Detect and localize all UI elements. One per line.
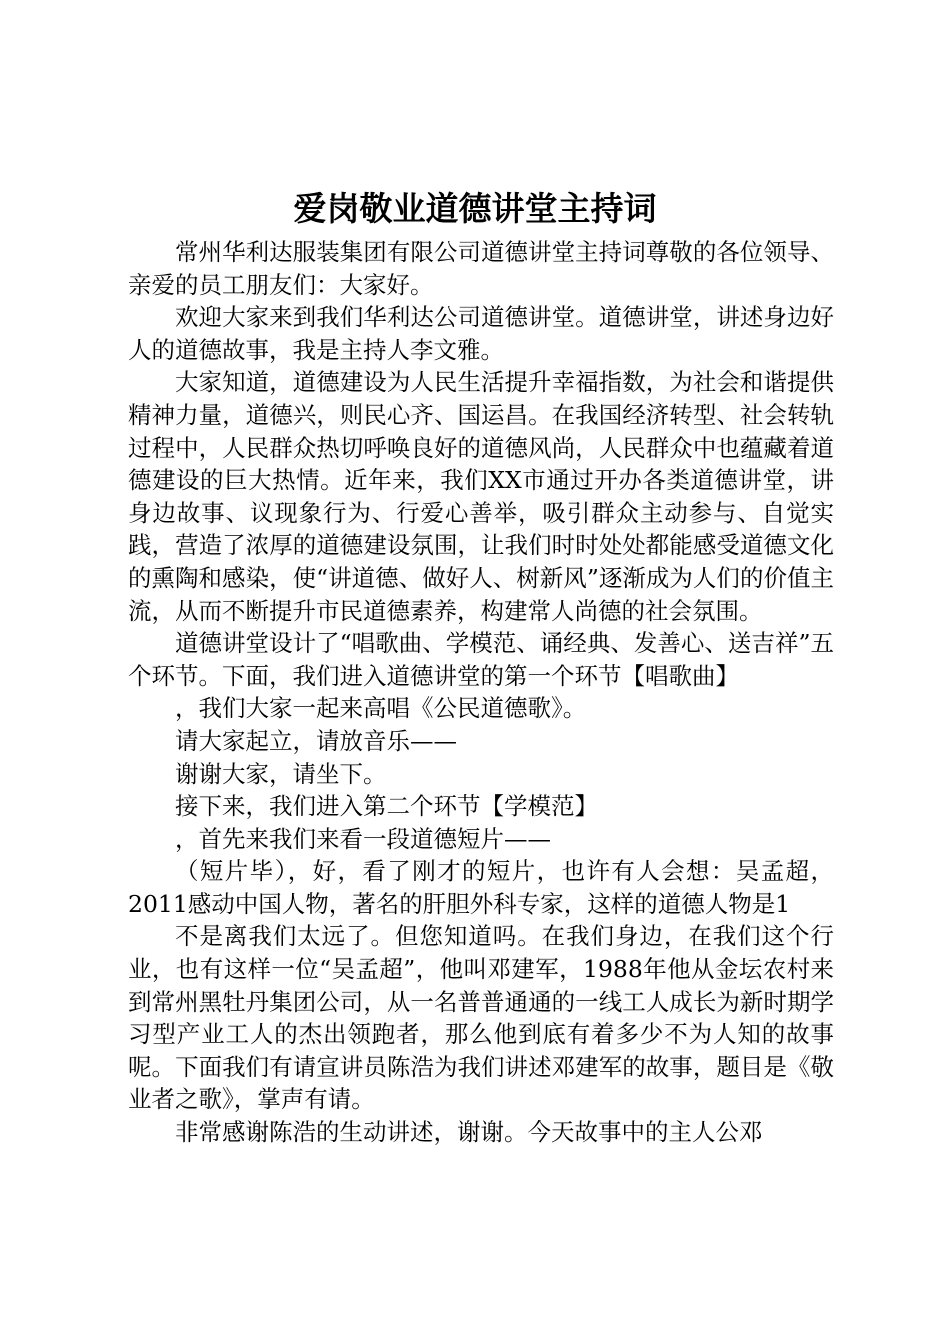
- paragraph: 常州华利达服装集团有限公司道德讲堂主持词尊敬的各位领导、亲爱的员工朋友们：大家好。: [128, 238, 834, 299]
- paragraph: 欢迎大家来到我们华利达公司道德讲堂。道德讲堂，讲述身边好人的道德故事，我是主持人李文雅。: [128, 303, 834, 364]
- paragraph: 道德讲堂设计了“唱歌曲、学模范、诵经典、发善心、送吉祥”五个环节。下面，我们进入道德讲堂的第一个环节【唱歌曲】: [128, 629, 834, 690]
- paragraph: 请大家起立，请放音乐——: [175, 726, 457, 755]
- paragraph: 非常感谢陈浩的生动讲述，谢谢。今天故事中的主人公邓: [175, 1118, 763, 1147]
- paragraph: ，首先来我们来看一段道德短片——: [175, 824, 551, 853]
- paragraph: ，我们大家一起来高唱《公民道德歌》。: [175, 694, 587, 723]
- document-title: 爱岗敬业道德讲堂主持词: [293, 189, 657, 228]
- paragraph: （短片毕），好，看了刚才的短片，也许有人会想：吴孟超，2011感动中国人物，著名的肝胆外科专家，这样的道德人物是1: [128, 857, 834, 918]
- paragraph: 大家知道，道德建设为人民生活提升幸福指数，为社会和谐提供精神力量，道德兴，则民心齐、国运昌。在我国经济转型、社会转轨过程中，人民群众热切呼唤良好的道德风尚，人民群众中也蕴藏着道德建设的巨大热情。近年来，我们XX市通过开办各类道德讲堂，讲身边故事、议现象行为、行爱心善举，吸引群众主动参与、自觉实践，营造了浓厚的道德建设氛围，让我们时时处处都能感受道德文化的熏陶和感染，使“讲道德、做好人、树新风”逐渐成为人们的价值主流，从而不断提升市民道德素养，构建常人尚德的社会氛围。: [128, 368, 834, 625]
- document-body: [128, 236, 834, 1149]
- paragraph: 谢谢大家，请坐下。: [175, 759, 387, 788]
- paragraph: 不是离我们太远了。但您知道吗。在我们身边，在我们这个行业，也有这样一位“吴孟超”，他叫邓建军，1988年他从金坛农村来到常州黑牡丹集团公司，从一名普普通通的一线工人成长为新时期学习型产业工人的杰出领跑者，那么他到底有着多少不为人知的故事呢。下面我们有请宣讲员陈浩为我们讲述邓建军的故事，题目是《敬业者之歌》，掌声有请。: [128, 922, 834, 1114]
- paragraph: 接下来，我们进入第二个环节【学模范】: [175, 792, 598, 821]
